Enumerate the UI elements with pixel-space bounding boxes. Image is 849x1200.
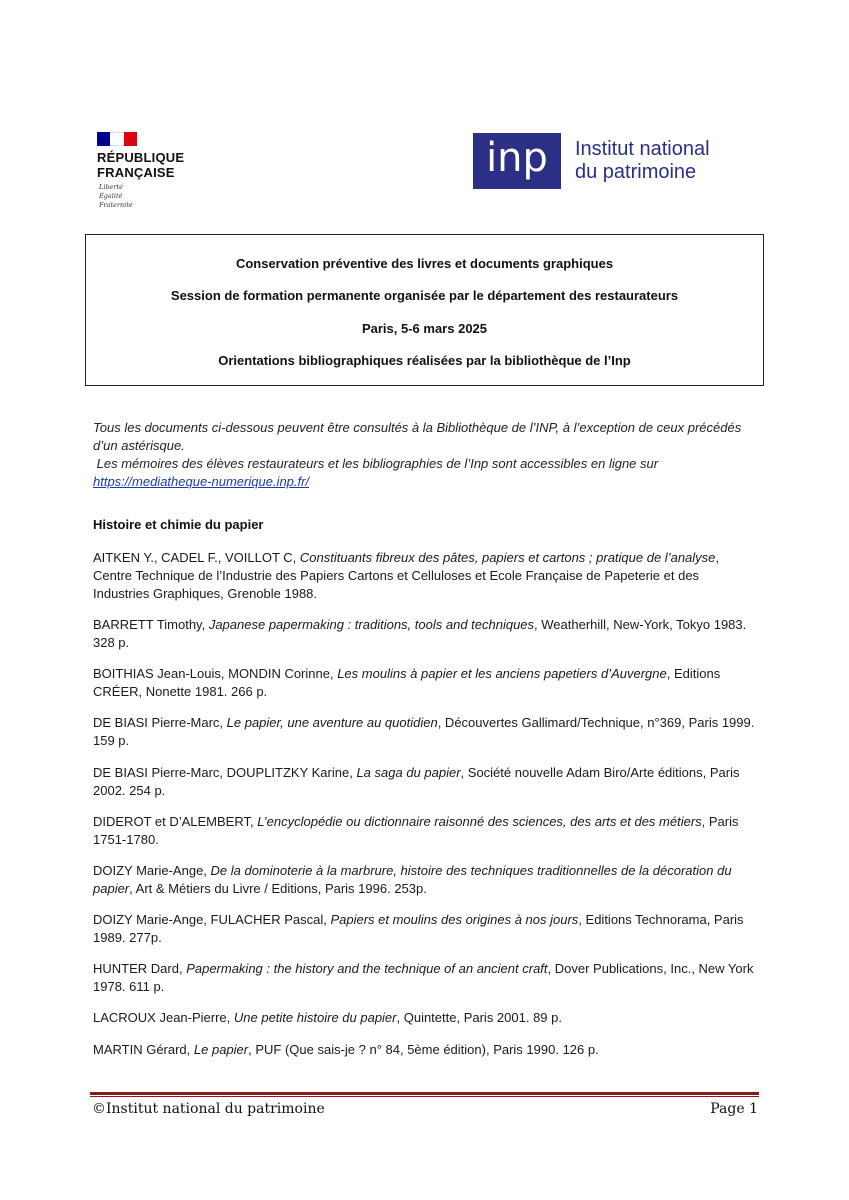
entry-publication: , Centre Technique de l’Industrie des Papiers Cartons et Celluloses et Ecole Française de Papeterie et des Industries Graphiques, Grenoble 1988. bbox=[93, 550, 720, 601]
entry-publication: , Editions Technorama, Paris 1989. 277p. bbox=[93, 912, 744, 945]
header-title: Conservation préventive des livres et documents graphiques bbox=[235, 256, 614, 271]
inp-mark-text: inp bbox=[486, 135, 548, 181]
entry-title: De la dominoterie à la marbrure, histoire des techniques traditionnelles de la décoration du papier bbox=[93, 863, 732, 896]
entry-author: DIDEROT et D’ALEMBERT, bbox=[93, 814, 258, 829]
bibliography-entry bbox=[93, 862, 757, 898]
rf-name-line2: FRANÇAISE bbox=[97, 165, 175, 180]
rf-name bbox=[97, 150, 184, 180]
rf-motto-1: Liberté bbox=[99, 183, 123, 191]
header-session: Session de formation permanente organisée par le département des restaurateurs bbox=[170, 288, 679, 303]
rf-motto bbox=[99, 183, 133, 210]
footer-divider-thin bbox=[90, 1096, 759, 1097]
entry-title: Une petite histoire du papier bbox=[233, 1010, 397, 1025]
inp-logo bbox=[473, 133, 710, 189]
entry-title: Papiers et moulins des origines à nos jours bbox=[330, 912, 579, 927]
intro bbox=[93, 419, 757, 491]
entry-author: LACROUX Jean-Pierre, bbox=[93, 1010, 234, 1025]
section-title: Histoire et chimie du papier bbox=[93, 517, 264, 532]
entry-publication: , Weatherhill, New-York, Tokyo 1983. 328 p. bbox=[93, 617, 747, 650]
inp-mark bbox=[473, 133, 561, 189]
french-flag-icon bbox=[97, 132, 137, 146]
entry-author: HUNTER Dard, bbox=[93, 961, 187, 976]
bibliography-entry bbox=[93, 960, 757, 996]
entry-title: Papermaking : the history and the technique of an ancient craft bbox=[186, 961, 548, 976]
footer-divider bbox=[90, 1092, 759, 1095]
bibliography-entry bbox=[93, 764, 757, 800]
entry-publication: , Société nouvelle Adam Biro/Arte éditions, Paris 2002. 254 p. bbox=[93, 765, 740, 798]
header-box bbox=[85, 234, 764, 386]
bibliography-entry bbox=[93, 813, 757, 849]
entry-author: DE BIASI Pierre-Marc, bbox=[93, 715, 227, 730]
bibliography-entry bbox=[93, 911, 757, 947]
rf-motto-2: Égalité bbox=[99, 192, 123, 200]
inp-title-line1: Institut national bbox=[575, 138, 710, 160]
rf-motto-3: Fraternité bbox=[99, 201, 133, 209]
inp-title-line2: du patrimoine bbox=[575, 161, 697, 183]
bibliography-entry bbox=[93, 1009, 757, 1027]
republique-francaise-logo bbox=[97, 132, 207, 222]
entry-publication: , Art & Métiers du Livre / Editions, Paris 1996. 253p. bbox=[129, 881, 427, 896]
entry-publication: , Dover Publications, Inc., New York 1978. 611 p. bbox=[93, 961, 754, 994]
entry-author: AITKEN Y., CADEL F., VOILLOT C, bbox=[93, 550, 300, 565]
bibliography-entry bbox=[93, 616, 757, 652]
entry-author: DOIZY Marie-Ange, bbox=[93, 863, 211, 878]
bibliography-entry bbox=[93, 1041, 757, 1059]
entry-publication: , Paris 1751-1780. bbox=[93, 814, 739, 847]
header-subtitle: Orientations bibliographiques réalisées par la bibliothèque de l’Inp bbox=[218, 353, 631, 368]
page-number: Page 1 bbox=[710, 1101, 758, 1117]
entry-title: Japanese papermaking : traditions, tools and techniques bbox=[208, 617, 535, 632]
intro-paragraph-2 bbox=[93, 455, 757, 473]
intro-paragraph-1: Tous les documents ci-dessous peuvent être consultés à la Bibliothèque de l’INP, à l’exception de ceux précédés d’un astérisque. bbox=[93, 420, 742, 453]
rf-name-line1: RÉPUBLIQUE bbox=[97, 150, 185, 165]
header-date: Paris, 5-6 mars 2025 bbox=[361, 321, 488, 336]
entry-title: La saga du papier bbox=[356, 765, 461, 780]
entry-title: Le papier bbox=[193, 1042, 249, 1057]
entry-author: MARTIN Gérard, bbox=[93, 1042, 194, 1057]
bibliography-entry bbox=[93, 714, 757, 750]
entry-title: Le papier, une aventure au quotidien bbox=[226, 715, 438, 730]
intro-paragraph-2-text: Les mémoires des élèves restaurateurs et les bibliographies de l’Inp sont accessibles en ligne sur bbox=[96, 456, 659, 471]
entry-author: DOIZY Marie-Ange, FULACHER Pascal, bbox=[93, 912, 331, 927]
inp-title bbox=[575, 138, 710, 184]
entry-author: DE BIASI Pierre-Marc, DOUPLITZKY Karine, bbox=[93, 765, 357, 780]
entry-publication: , Editions CRÉER, Nonette 1981. 266 p. bbox=[93, 666, 721, 699]
entry-title: Constituants fibreux des pâtes, papiers et cartons ; pratique de l’analyse bbox=[299, 550, 716, 565]
entry-title: Les moulins à papier et les anciens papetiers d’Auvergne bbox=[337, 666, 667, 681]
bibliography-entry bbox=[93, 665, 757, 701]
entry-publication: , Quintette, Paris 2001. 89 p. bbox=[396, 1010, 562, 1025]
bibliography-entry bbox=[93, 549, 757, 603]
entry-title: L’encyclopédie ou dictionnaire raisonné des sciences, des arts et des métiers bbox=[257, 814, 702, 829]
entry-author: BOITHIAS Jean-Louis, MONDIN Corinne, bbox=[93, 666, 338, 681]
footer-copyright: ©Institut national du patrimoine bbox=[92, 1101, 325, 1117]
entry-publication: , Découvertes Gallimard/Technique, n°369, Paris 1999. 159 p. bbox=[93, 715, 755, 748]
entry-author: BARRETT Timothy, bbox=[93, 617, 209, 632]
mediatheque-link[interactable]: https://mediatheque-numerique.inp.fr/ bbox=[93, 474, 310, 489]
entry-publication: , PUF (Que sais-je ? n° 84, 5ème édition), Paris 1990. 126 p. bbox=[248, 1042, 599, 1057]
